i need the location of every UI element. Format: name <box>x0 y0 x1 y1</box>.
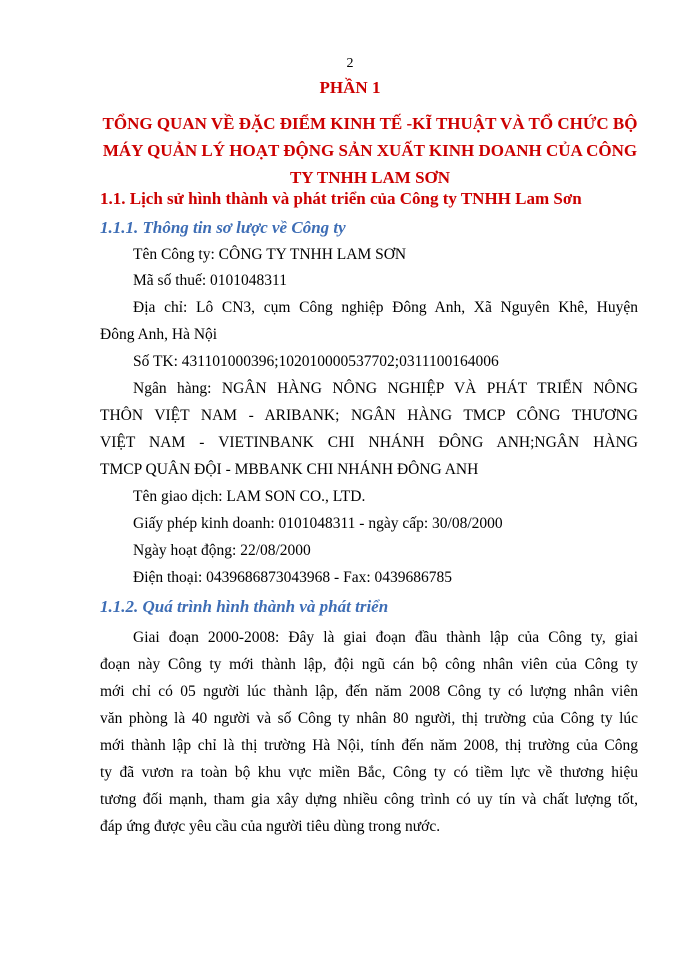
section-heading-1-1: 1.1. Lịch sử hình thành và phát triển của Công ty TNHH Lam Sơn <box>100 189 582 208</box>
main-title <box>100 110 640 191</box>
bank-line-2: THÔN VIỆT NAM - ARIBANK; NGÂN HÀNG TMCP CÔNG THƯƠNG <box>100 407 638 424</box>
main-title-line: MÁY QUẢN LÝ HOẠT ĐỘNG SẢN XUẤT KINH DOANH CỦA CÔNG <box>102 141 638 160</box>
address-line-2: Đông Anh, Hà Nội <box>100 326 218 343</box>
business-license: Giấy phép kinh doanh: 0101048311 - ngày cấp: 30/08/2000 <box>133 515 503 532</box>
part-title: PHẦN 1 <box>319 78 381 97</box>
paragraph-line: mới chỉ có 05 người lúc thành lập, đến năm 2008 Công ty có lượng nhân viên <box>100 683 638 700</box>
trade-name: Tên giao dịch: LAM SON CO., LTD. <box>133 488 366 505</box>
main-title-line: TY TNHH LAM SƠN <box>289 168 451 187</box>
subsection-heading-1-1-1: 1.1.1. Thông tin sơ lược về Công ty <box>100 218 346 237</box>
main-title-line: TỔNG QUAN VỀ ĐẶC ĐIỂM KINH TẾ -KĨ THUẬT VÀ TỔ CHỨC BỘ <box>102 114 638 133</box>
start-date: Ngày hoạt động: 22/08/2000 <box>133 542 311 559</box>
address-line-1: Địa chỉ: Lô CN3, cụm Công nghiệp Đông Anh, Xã Nguyên Khê, Huyện <box>133 299 638 316</box>
tax-code: Mã số thuế: 0101048311 <box>133 272 287 289</box>
company-name: Tên Công ty: CÔNG TY TNHH LAM SƠN <box>133 246 407 263</box>
paragraph-line: đoạn này Công ty mới thành lập, đội ngũ cán bộ công nhân viên của Công ty <box>100 656 638 673</box>
paragraph-line: Giai đoạn 2000-2008: Đây là giai đoạn đầu thành lập của Công ty, giai <box>133 629 638 646</box>
page-number: 2 <box>346 56 354 71</box>
bank-line-3: VIỆT NAM - VIETINBANK CHI NHÁNH ĐÔNG ANH;NGÂN HÀNG <box>100 434 638 451</box>
paragraph-line: tương đối mạnh, tham gia xây dựng nhiều công trình có uy tín và chất lượng tốt, <box>100 791 638 808</box>
bank-line-4: TMCP QUÂN ĐỘI - MBBANK CHI NHÁNH ĐÔNG ANH <box>100 461 479 478</box>
phone-fax: Điện thoại: 0439686873043968 - Fax: 0439686785 <box>133 569 453 586</box>
bank-line-1: Ngân hàng: NGÂN HÀNG NÔNG NGHIỆP VÀ PHÁT TRIỂN NÔNG <box>133 380 638 397</box>
paragraph-line: mới thành lập chỉ là thị trường Hà Nội, tính đến năm 2008, thị trường của Công <box>100 737 638 754</box>
subsection-heading-1-1-2: 1.1.2. Quá trình hình thành và phát triển <box>100 597 389 616</box>
paragraph-line: văn phòng là 40 người và số Công ty nhân 80 người, thị trường của Công ty lúc <box>100 710 638 727</box>
bank-account: Số TK: 431101000396;102010000537702;0311100164006 <box>133 353 499 370</box>
paragraph-line: đáp ứng được yêu cầu của người tiêu dùng trong nước. <box>100 818 441 835</box>
paragraph-line: ty đã vươn ra toàn bộ khu vực miền Bắc, Công ty có tiềm lực về thương hiệu <box>100 764 638 781</box>
